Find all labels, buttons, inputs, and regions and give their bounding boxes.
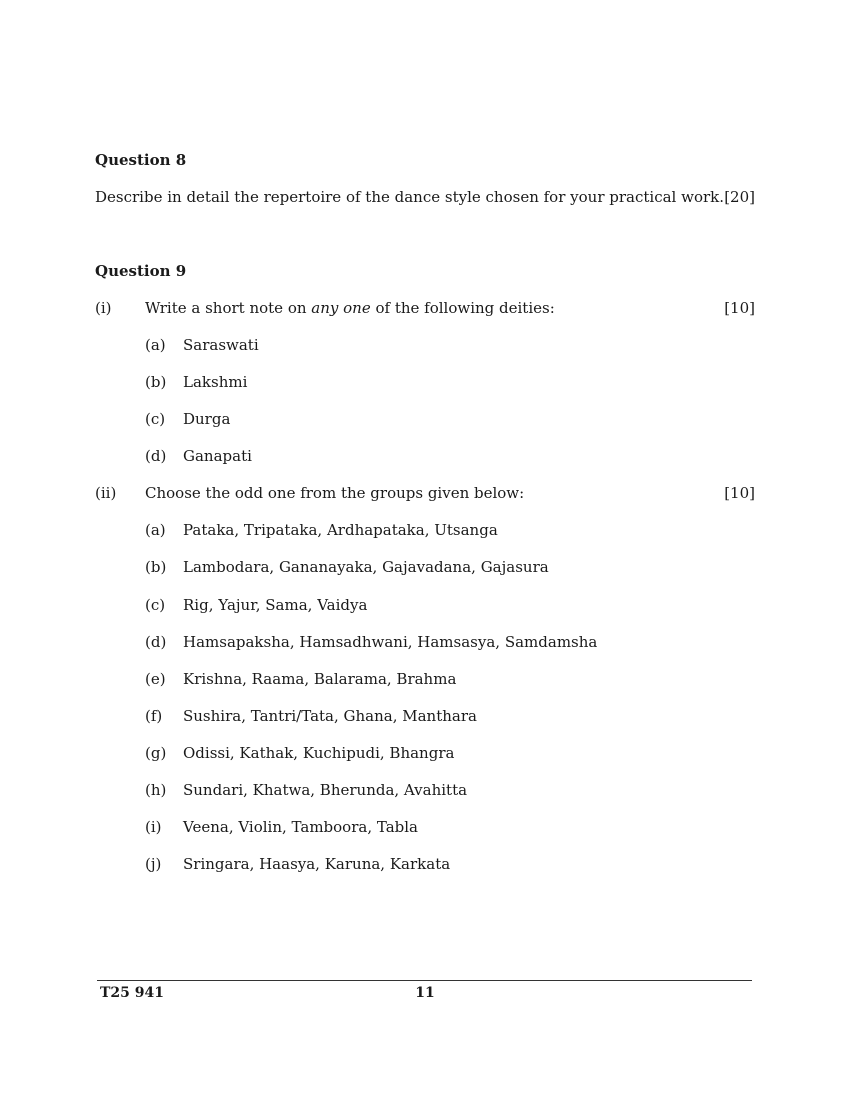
option-letter: (f)	[145, 707, 163, 725]
paper-code: T25 941	[100, 985, 164, 1001]
option-letter: (a)	[145, 336, 166, 354]
footer-divider	[97, 980, 752, 981]
option-text: Sushira, Tantri/Tata, Ghana, Manthara	[183, 707, 477, 725]
option-letter: (d)	[145, 447, 167, 465]
question-8-text: Describe in detail the repertoire of the dance style chosen for your practical work.	[95, 188, 725, 206]
option-text: Krishna, Raama, Balarama, Brahma	[183, 670, 457, 688]
option-text: Lakshmi	[183, 373, 248, 391]
option-text: Sundari, Khatwa, Bherunda, Avahitta	[183, 781, 468, 799]
part-i-text-before: Write a short note on	[145, 299, 312, 317]
question-9-heading: Question 9	[95, 262, 187, 280]
option-text: Odissi, Kathak, Kuchipudi, Bhangra	[183, 744, 455, 762]
option-text: Pataka, Tripataka, Ardhapataka, Utsanga	[183, 521, 498, 539]
option-text: Saraswati	[183, 336, 259, 354]
option-text: Hamsapaksha, Hamsadhwani, Hamsasya, Samdamsha	[183, 633, 598, 651]
part-i-text-after: of the following deities:	[370, 299, 555, 317]
option-letter: (a)	[145, 521, 166, 539]
question-8-marks: [20]	[724, 188, 755, 206]
question-8-heading: Question 8	[95, 151, 187, 169]
part-i-label: (i)	[95, 299, 112, 317]
option-text: Lambodara, Gananayaka, Gajavadana, Gajasura	[183, 558, 549, 576]
option-letter: (d)	[145, 633, 167, 651]
option-letter: (g)	[145, 744, 167, 762]
page-number: 11	[415, 985, 435, 1001]
part-i-text-emphasis: any one	[311, 299, 371, 317]
part-ii-instruction: Choose the odd one from the groups given below:	[145, 484, 525, 502]
part-i-marks: [10]	[724, 299, 755, 317]
option-text: Rig, Yajur, Sama, Vaidya	[183, 596, 368, 614]
option-letter: (c)	[145, 596, 166, 614]
part-ii-marks: [10]	[724, 484, 755, 502]
option-letter: (h)	[145, 781, 167, 799]
part-i-instruction	[145, 301, 555, 316]
option-text: Sringara, Haasya, Karuna, Karkata	[183, 855, 451, 873]
option-letter: (e)	[145, 670, 166, 688]
option-letter: (b)	[145, 373, 167, 391]
option-text: Ganapati	[183, 447, 252, 465]
option-letter: (j)	[145, 855, 162, 873]
option-letter: (b)	[145, 558, 167, 576]
option-text: Veena, Violin, Tamboora, Tabla	[183, 818, 418, 836]
part-ii-label: (ii)	[95, 484, 117, 502]
option-letter: (c)	[145, 410, 166, 428]
option-letter: (i)	[145, 818, 162, 836]
option-text: Durga	[183, 410, 231, 428]
